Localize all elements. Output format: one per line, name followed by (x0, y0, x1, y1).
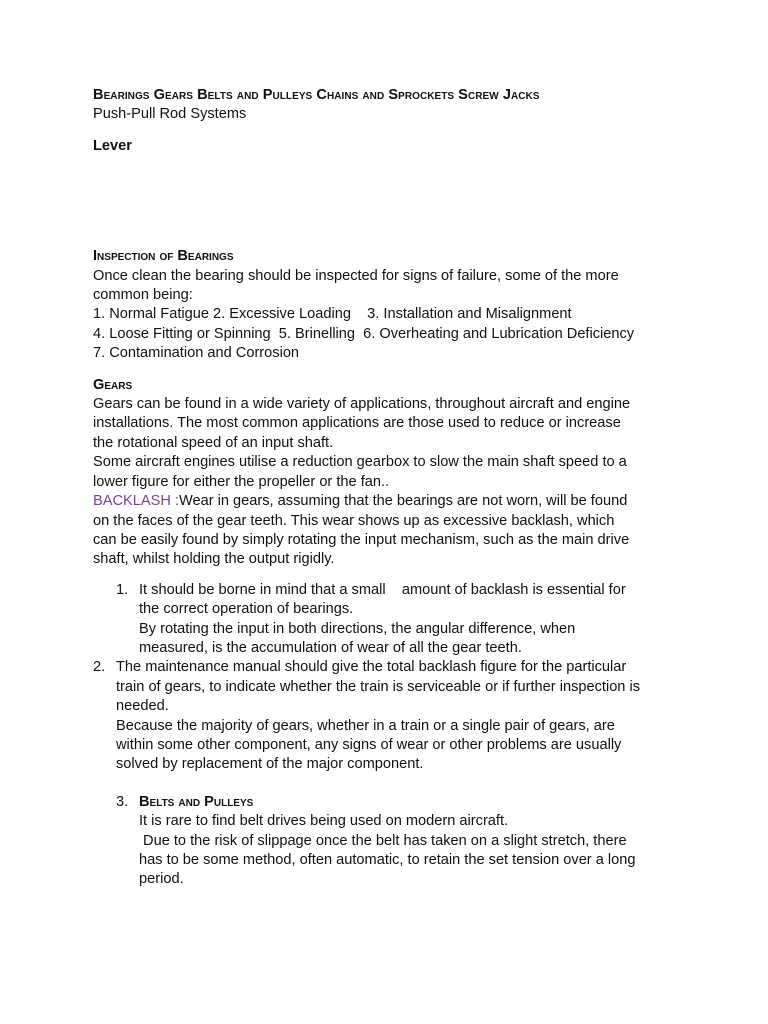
title-line-2: Push-Pull Rod Systems (93, 106, 247, 123)
list-item-body (116, 658, 693, 774)
list-item (93, 658, 693, 774)
gears-section (93, 376, 693, 570)
gears-line: Some aircraft engines utilise a reduction gearbox to slow the main shaft speed to a (93, 454, 627, 471)
title-line-1: Bearings Gears Belts and Pulleys Chains and Sprockets Screw Jacks (93, 87, 540, 103)
list-item-body (139, 793, 693, 890)
list-item-line: period. (139, 871, 184, 888)
bearings-line: 4. Loose Fitting or Spinning 5. Brinelling 6. Overheating and Lubrication Deficiency (93, 325, 635, 342)
bearings-line: common being: (93, 287, 193, 304)
belts-pulleys-heading: Belts and Pulleys (139, 793, 254, 810)
backlash-line (93, 492, 693, 511)
list-item-line: By rotating the input in both directions, the angular difference, when (139, 620, 576, 637)
document-title (93, 86, 693, 125)
backlash-line: shaft, whilst holding the output rigidly. (93, 551, 335, 568)
list-item-line: solved by replacement of the major component. (116, 756, 424, 773)
gears-line: the rotational speed of an input shaft. (93, 434, 334, 451)
list-item-line: It is rare to find belt drives being used on modern aircraft. (139, 813, 509, 830)
list-item (93, 793, 693, 890)
list-item-line: measured, is the accumulation of wear of all the gear teeth. (139, 639, 522, 656)
list-item-number: 1. (116, 581, 129, 598)
bearings-section (93, 247, 693, 363)
document-page (93, 86, 693, 890)
list-item-line: Because the majority of gears, whether in a train or a single pair of gears, are (116, 717, 615, 734)
list-item-line: needed. (116, 698, 169, 715)
list-item-line: has to be some method, often automatic, to retain the set tension over a long (139, 852, 636, 868)
backlash-line: on the faces of the gear teeth. This wear shows up as excessive backlash, which (93, 512, 615, 529)
backlash-line: can be easily found by simply rotating the input mechanism, such as the main drive (93, 531, 630, 548)
bearings-line: 7. Contamination and Corrosion (93, 345, 300, 362)
gears-heading: Gears (93, 376, 133, 393)
backlash-label: BACKLASH : (93, 493, 179, 510)
list-item-line: within some other component, any signs of wear or other problems are usually (116, 736, 622, 753)
list-item-line: The maintenance manual should give the total backlash figure for the particular (116, 659, 627, 676)
bearings-heading: Inspection of Bearings (93, 248, 234, 265)
list-item-line: It should be borne in mind that a small amount of backlash is essential for (139, 581, 626, 598)
list-item-body (139, 581, 693, 659)
list-item-number: 3. (116, 793, 129, 810)
gears-line: lower figure for either the propeller or the fan.. (93, 473, 390, 490)
lever-heading: Lever (93, 137, 132, 154)
bearings-line: 1. Normal Fatigue 2. Excessive Loading 3. Installation and Misalignment (93, 306, 572, 323)
bearings-line: Once clean the bearing should be inspected for signs of failure, some of the more (93, 267, 619, 284)
list-item-number: 2. (93, 659, 106, 676)
list-item-line: Due to the risk of slippage once the belt has taken on a slight stretch, there (139, 832, 627, 849)
list-item-line: train of gears, to indicate whether the train is serviceable or if further inspection is (116, 678, 641, 695)
backlash-text: Wear in gears, assuming that the bearings are not worn, will be found (178, 493, 628, 510)
numbered-list (93, 581, 693, 890)
list-item-line: the correct operation of bearings. (139, 601, 354, 618)
list-item (93, 581, 693, 659)
gears-line: Gears can be found in a wide variety of applications, throughout aircraft and engine (93, 396, 631, 413)
gears-line: installations. The most common applications are those used to reduce or increase (93, 415, 621, 432)
